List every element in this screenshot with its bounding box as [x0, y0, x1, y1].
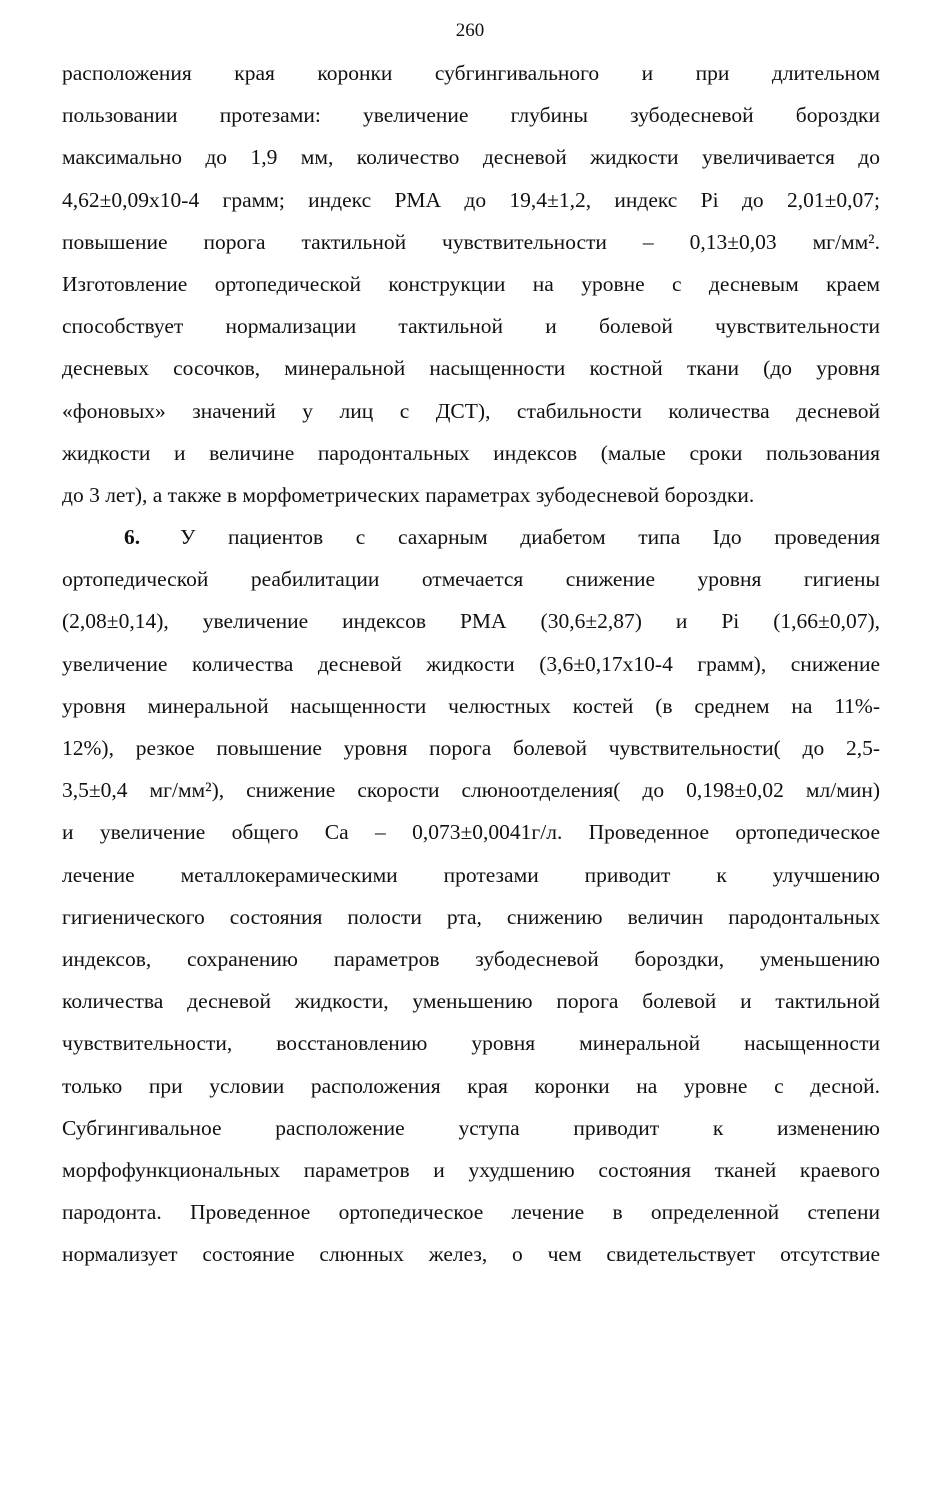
- text-line: количества десневой жидкости, уменьшению порога болевой и тактильной: [62, 989, 880, 1014]
- text-line: и увеличение общего Са – 0,073±0,0041г/л. Проведенное ортопедическое: [62, 820, 880, 845]
- text-line: только при условии расположения края коронки на уровне с десной.: [62, 1073, 880, 1098]
- text-line: максимально до 1,9 мм, количество десневой жидкости увеличивается до: [62, 145, 880, 170]
- numbered-item-first-line: [62, 516, 880, 558]
- text-line: жидкости и величине пародонтальных индексов (малые сроки пользования: [62, 440, 880, 465]
- text-line: (2,08±0,14), увеличение индексов РМА (30,6±2,87) и Pi (1,66±0,07),: [62, 609, 880, 634]
- text-line: уровня минеральной насыщенности челюстных костей (в среднем на 11%-: [62, 693, 880, 718]
- text-line: ортопедической реабилитации отмечается снижение уровня гигиены: [62, 567, 880, 592]
- text-line: пародонта. Проведенное ортопедическое лечение в определенной степени: [62, 1200, 880, 1225]
- text-line: способствует нормализации тактильной и болевой чувствительности: [62, 314, 880, 339]
- item-first-line-text: У пациентов с сахарным диабетом типа Iдо проведения: [180, 525, 880, 550]
- text-line: 3,5±0,4 мг/мм²), снижение скорости слюноотделения( до 0,198±0,02 мл/мин): [62, 778, 880, 803]
- text-line: гигиенического состояния полости рта, снижению величин пародонтальных: [62, 904, 880, 929]
- text-line: морфофункциональных параметров и ухудшению состояния тканей краевого: [62, 1157, 880, 1182]
- text-line: увеличение количества десневой жидкости (3,6±0,17х10-4 грамм), снижение: [62, 651, 880, 676]
- body-text: [62, 52, 880, 1275]
- text-line: до 3 лет), а также в морфометрических параметрах зубодесневой бороздки.: [62, 482, 755, 507]
- text-line: десневых сосочков, минеральной насыщенности костной ткани (до уровня: [62, 356, 880, 381]
- text-line: расположения края коронки субгингивального и при длительном: [62, 61, 880, 85]
- text-line: «фоновых» значений у лиц с ДСТ), стабильности количества десневой: [62, 398, 880, 423]
- text-line: индексов, сохранению параметров зубодесневой бороздки, уменьшению: [62, 946, 880, 971]
- text-line: Субгингивальное расположение уступа приводит к изменению: [62, 1115, 880, 1140]
- text-line: нормализует состояние слюнных желез, о чем свидетельствует отсутствие: [62, 1242, 880, 1267]
- text-line: 4,62±0,09х10-4 грамм; индекс РМА до 19,4±1,2, индекс Pi до 2,01±0,07;: [62, 187, 880, 212]
- text-line: лечение металлокерамическими протезами приводит к улучшению: [62, 862, 880, 887]
- page-number: 260: [455, 20, 485, 41]
- text-line: повышение порога тактильной чувствительности – 0,13±0,03 мг/мм².: [62, 229, 880, 254]
- text-line: чувствительности, восстановлению уровня минеральной насыщенности: [62, 1031, 880, 1056]
- text-line: 12%), резкое повышение уровня порога болевой чувствительности( до 2,5-: [62, 736, 880, 760]
- text-line: Изготовление ортопедической конструкции на уровне с десневым краем: [62, 271, 880, 296]
- text-line: пользовании протезами: увеличение глубины зубодесневой бороздки: [62, 103, 880, 128]
- item-number: 6.: [124, 525, 141, 550]
